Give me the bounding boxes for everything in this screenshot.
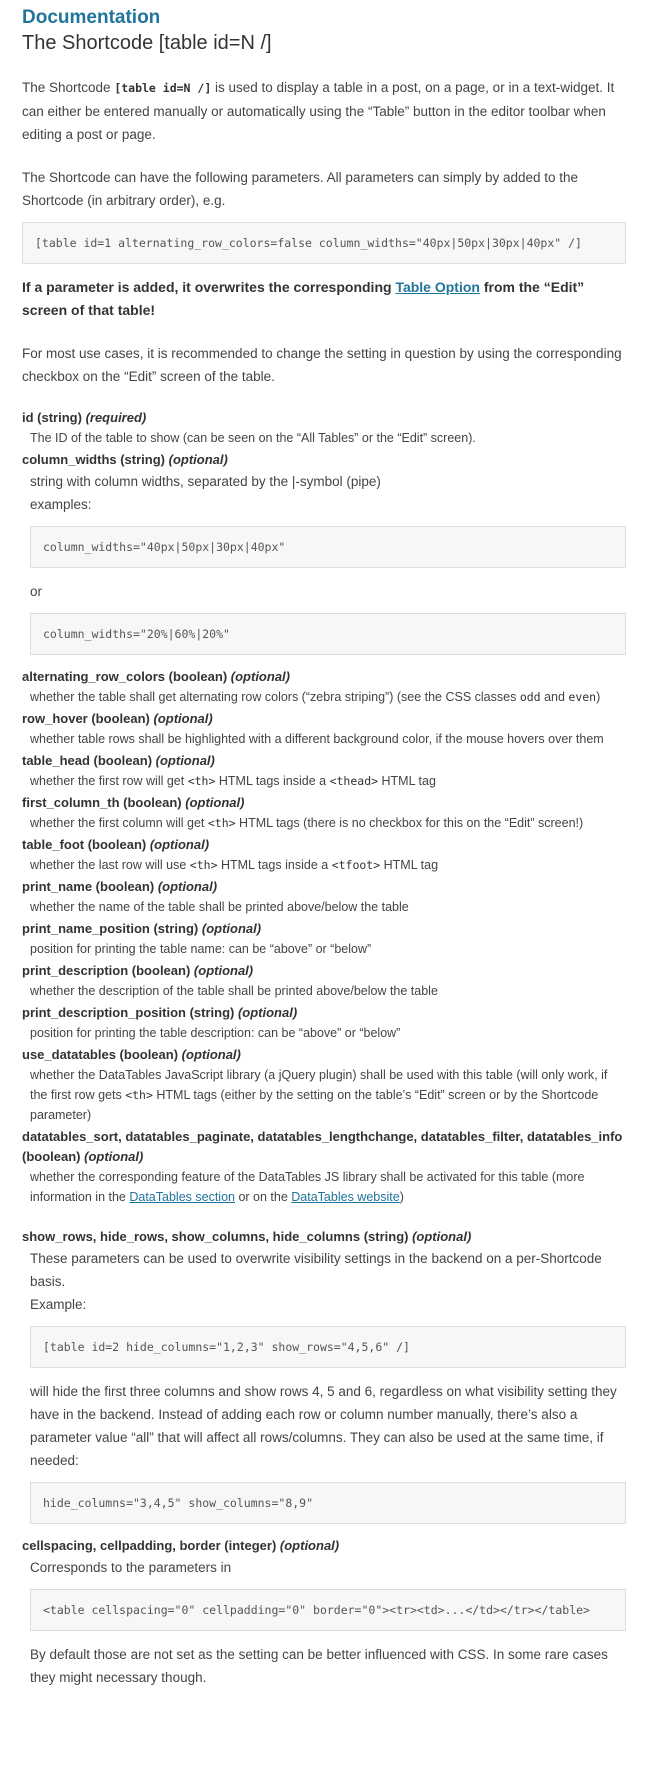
- th-tag-code: <th>: [125, 1088, 153, 1102]
- cellspacing-note: By default those are not set as the setting can be better influenced with CSS. In some rare cases they might necessary though.: [30, 1647, 608, 1685]
- param-id-name: id (string) (required): [22, 410, 147, 425]
- visibility-text: These parameters can be used to overwrite visibility settings in the backend on a per-Shortcode basis.: [30, 1251, 602, 1289]
- intro-text-before: The Shortcode: [22, 80, 115, 95]
- example-code-1: [table id=1 alternating_row_colors=false column_widths="40px|50px|30px|40px" /]: [22, 222, 626, 264]
- param-visibility-desc: [30, 1247, 626, 1524]
- warning-text-after: from the “Edit” screen of that table!: [22, 279, 585, 318]
- intro-text-after: is used to display a table in a post, on a page, or in a text-widget. It can either be entered manually or automatically using the “Table” button in the editor toolbar when editing a post or page.: [22, 80, 615, 142]
- visibility-example-code: [table id=2 hide_columns="1,2,3" show_rows="4,5,6" /]: [30, 1326, 626, 1368]
- or-label: or: [30, 584, 43, 599]
- param-print-description-desc: whether the description of the table shall be printed above/below the table: [30, 984, 438, 998]
- param-datatables-features-desc: whether the corresponding feature of the DataTables JS library shall be activated for this table (more information in the DataTables section or on the DataTables website): [30, 1170, 585, 1204]
- param-alternating-row-colors-name: alternating_row_colors (boolean) (optional): [22, 669, 290, 684]
- param-visibility-name: show_rows, hide_rows, show_columns, hide_columns (string) (optional): [22, 1229, 472, 1244]
- param-print-name-position-name: print_name_position (string) (optional): [22, 921, 262, 936]
- param-cellspacing-desc: [30, 1556, 626, 1689]
- param-table-foot-desc: whether the last row will use <th> HTML tags inside a <tfoot> HTML tag: [30, 858, 439, 872]
- param-first-column-th-name: first_column_th (boolean) (optional): [22, 795, 245, 810]
- param-print-description-position-desc: position for printing the table description: can be “above” or “below”: [30, 1026, 401, 1040]
- shortcode-inline: [table id=N /]: [114, 81, 212, 95]
- param-table-foot-name: table_foot (boolean) (optional): [22, 837, 210, 852]
- th-tag-code: <th>: [207, 816, 236, 830]
- param-row-hover-name: row_hover (boolean) (optional): [22, 711, 213, 726]
- overwrite-warning: [22, 276, 626, 322]
- param-alternating-row-colors-desc: whether the table shall get alternating row colors (“zebra striping”) (see the CSS classes odd and even): [30, 690, 601, 704]
- cellspacing-text: Corresponds to the parameters in: [30, 1560, 232, 1575]
- visibility-example-code-2: hide_columns="3,4,5" show_columns="8,9": [30, 1482, 626, 1524]
- param-use-datatables-desc: whether the DataTables JavaScript library (a jQuery plugin) shall be used with this table (will only work, if the first row gets <th> HTML tags (either by the setting on the table’s “Edit” screen or by the Shortcode parameter): [30, 1068, 608, 1122]
- recommendation-paragraph: For most use cases, it is recommended to change the setting in question by using the corresponding checkbox on the “Edit” screen of the table.: [22, 346, 622, 384]
- param-column-widths-desc: [30, 470, 626, 655]
- tfoot-tag-code: <tfoot>: [331, 858, 381, 872]
- param-print-name-desc: whether the name of the table shall be printed above/below the table: [30, 900, 409, 914]
- param-print-description-name: print_description (boolean) (optional): [22, 963, 254, 978]
- spacer: [22, 1207, 626, 1225]
- intro-paragraph: [22, 76, 626, 146]
- cellspacing-example-code: <table cellspacing="0" cellpadding="0" border="0"><tr><td>...</td></tr></table>: [30, 1589, 626, 1631]
- column-widths-text: string with column widths, separated by the |-symbol (pipe): [30, 474, 381, 489]
- th-tag-code: <th>: [187, 774, 216, 788]
- param-table-head-desc: whether the first row will get <th> HTML tags inside a <thead> HTML tag: [30, 774, 436, 788]
- param-use-datatables-name: use_datatables (boolean) (optional): [22, 1047, 241, 1062]
- params-intro: The Shortcode can have the following parameters. All parameters can simply by added to the Shortcode (in arbitrary order), e.g.: [22, 170, 579, 208]
- example-label: Example:: [30, 1297, 87, 1312]
- css-class-even: even: [568, 690, 597, 704]
- param-first-column-th-desc: whether the first column will get <th> HTML tags (there is no checkbox for this on the “Edit” screen!): [30, 816, 584, 830]
- param-column-widths-name: column_widths (string) (optional): [22, 452, 228, 467]
- examples-label: examples:: [30, 497, 92, 512]
- param-print-name-position-desc: position for printing the table name: can be “above” or “below”: [30, 942, 372, 956]
- datatables-website-link[interactable]: DataTables website: [291, 1190, 400, 1204]
- param-print-description-position-name: print_description_position (string) (optional): [22, 1005, 298, 1020]
- visibility-explanation: will hide the first three columns and show rows 4, 5 and 6, regardless on what visibility setting they have in the backend. Instead of adding each row or column number manually, there’s also a parameter value “all” that will affect all rows/columns. They can also be used at the same time, if needed:: [30, 1384, 617, 1468]
- param-table-head-name: table_head (boolean) (optional): [22, 753, 215, 768]
- param-cellspacing-name: cellspacing, cellpadding, border (integer) (optional): [22, 1538, 340, 1553]
- warning-text-before: If a parameter is added, it overwrites the corresponding: [22, 279, 396, 295]
- param-id-desc: The ID of the table to show (can be seen on the “All Tables” or the “Edit” screen).: [30, 431, 476, 445]
- css-class-odd: odd: [519, 690, 541, 704]
- page-title: The Shortcode [table id=N /]: [22, 32, 272, 54]
- column-widths-example-b: column_widths="20%|60%|20%": [30, 613, 626, 655]
- parameter-list: [22, 408, 626, 1689]
- param-print-name-name: print_name (boolean) (optional): [22, 879, 218, 894]
- param-datatables-features-name: datatables_sort, datatables_paginate, datatables_lengthchange, datatables_filter, datatables_info (boolean) (optional): [22, 1129, 623, 1164]
- param-row-hover-desc: whether table rows shall be highlighted with a different background color, if the mouse hovers over them: [30, 732, 604, 746]
- section-label: Documentation: [22, 7, 161, 28]
- thead-tag-code: <thead>: [329, 774, 379, 788]
- column-widths-example-a: column_widths="40px|50px|30px|40px": [30, 526, 626, 568]
- th-tag-code: <th>: [189, 858, 218, 872]
- datatables-section-link[interactable]: DataTables section: [129, 1190, 235, 1204]
- table-option-link[interactable]: Table Option: [395, 279, 480, 295]
